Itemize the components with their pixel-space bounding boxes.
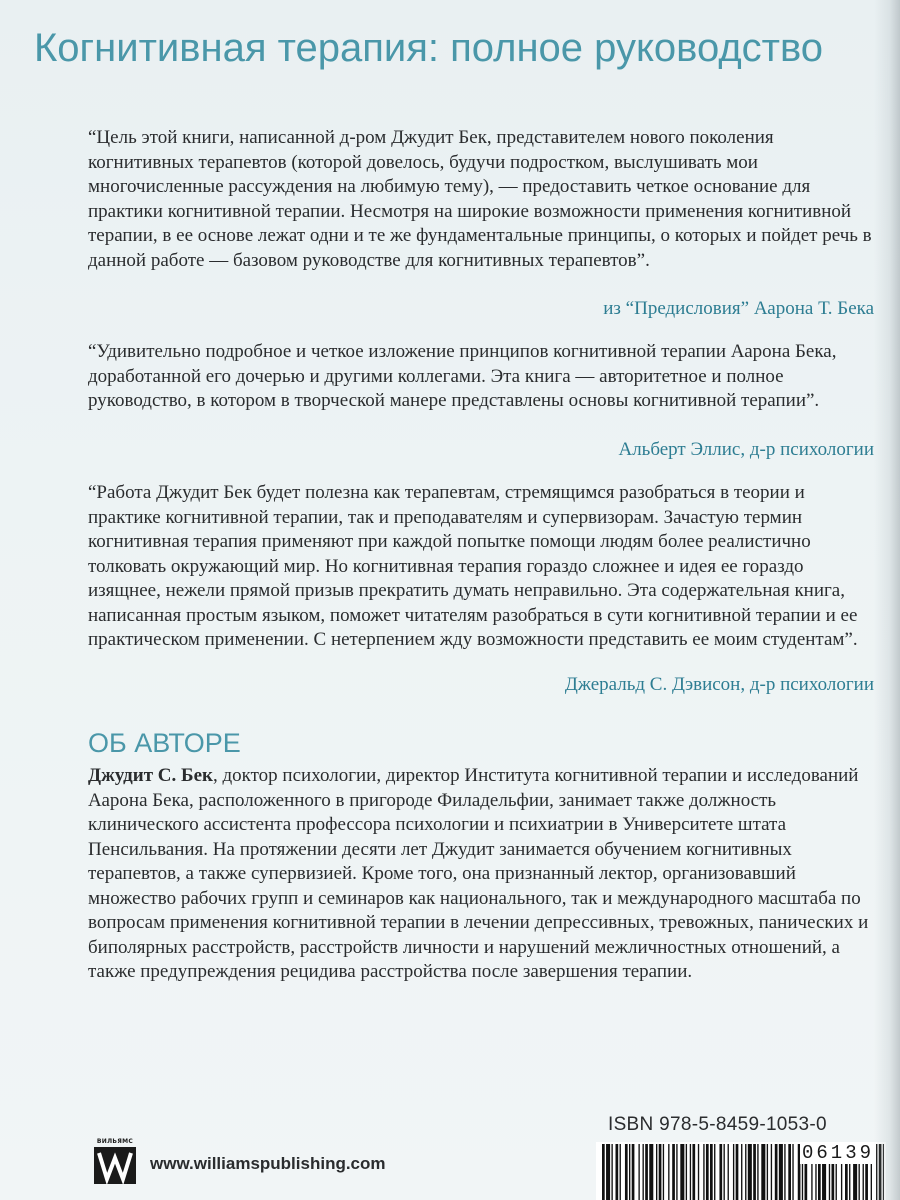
- publisher-website: www.williamspublishing.com: [150, 1154, 386, 1173]
- publisher-logo-mark: [92, 1138, 138, 1186]
- barcode-bar: [620, 1144, 621, 1200]
- publisher-logo-text: ВИЛЬЯМС: [96, 1138, 134, 1145]
- barcode-bar: [638, 1144, 639, 1200]
- barcode-bar: [741, 1144, 742, 1200]
- barcode-bar: [767, 1144, 768, 1200]
- barcode-bar: [775, 1144, 778, 1200]
- barcode-digits: 06139: [801, 1142, 874, 1164]
- isbn-label: ISBN 978-5-8459-1053-0: [608, 1114, 827, 1135]
- barcode-bar: [736, 1144, 739, 1200]
- barcode-bar: [771, 1144, 772, 1200]
- quote-preface: “Цель этой книги, написанной д-ром Джудит Бек, представителем нового поколения когнитивных терапевтов (которой довелось, будучи подростком, выслушивать мои многочисленные рассуждения на любимую тему), — предоставить четкое основание для практики когнитивной терапии. Несмотря на широкие возможности применения когнитивной терапии, в ее основе лежат одни и те же фундаментальные принципы, о которых и пойдет речь в данной работе — базовом руководстве для когнитивных терапевтов”.: [88, 127, 872, 271]
- barcode-bar: [629, 1144, 630, 1200]
- barcode-bar: [710, 1144, 713, 1200]
- barcode-bar: [659, 1144, 662, 1200]
- barcode-bar: [748, 1144, 752, 1200]
- barcode-bar: [606, 1144, 610, 1200]
- barcode-bar: [719, 1144, 722, 1200]
- publisher-logo: [92, 1138, 138, 1186]
- barcode-bar: [680, 1144, 684, 1200]
- barcode-bar: [745, 1144, 746, 1200]
- barcode-bar: [784, 1144, 785, 1200]
- author-bio: [88, 764, 878, 985]
- barcode-bar: [883, 1144, 884, 1200]
- barcode-bar: [692, 1144, 695, 1200]
- barcode-bar: [779, 1144, 783, 1200]
- quote-ellis: “Удивительно подробное и четкое изложение принципов когнитивной терапии Аарона Бека, доработанной его дочерью и другими коллегами. Эта книга — авторитетное и полное руководство, в котором в творческой манере представлены основы когнитивной терапии”.: [88, 341, 837, 411]
- barcode-bar: [611, 1144, 612, 1200]
- author-name: Джудит С. Бек: [88, 765, 213, 786]
- barcode-bar: [753, 1144, 756, 1200]
- barcode-bar: [672, 1144, 675, 1200]
- barcode-bar: [706, 1144, 709, 1200]
- barcode-bar: [879, 1144, 882, 1200]
- quote-davison: “Работа Джудит Бек будет полезна как терапевтам, стремящимся разобраться в теории и практике когнитивной терапии, так и преподавателям и супервизорам. Зачастую термин когнитивная терапия применяют при каждой попытке помощи людям более реалистично толковать окружающий мир. Но когнитивная терапия гораздо сложнее и идея ее гораздо изящнее, нежели прямой призыв прекратить думать неправильно. Эта содержательная книга, написанная простым языком, поможет читателям разобраться в сути когнитивной терапии и ее практическом применении. С нетерпением жду возможности представить ее моим студентам”.: [88, 482, 858, 650]
- barcode-bar: [792, 1144, 793, 1200]
- barcode-bar: [645, 1144, 648, 1200]
- barcode-bar: [714, 1144, 715, 1200]
- barcode-bar: [733, 1144, 734, 1200]
- author-bio-text: , доктор психологии, директор Института когнитивной терапии и исследований Аарона Бека, расположенного в пригороде Филадельфии, занимает также должность клинического ассистента профессора психологии и психиатрии в Университете штата Пенсильвания. На протяжении десяти лет Джудит занимается обучением когнитивных терапевтов, а также супервизией. Кроме того, она признанный лектор, организовавший множество рабочих групп и семинаров как национального, так и международного масштаба по вопросам применения когнитивной терапии в лечении депрессивных, тревожных, панических и биполярных расстройств, расстройств личности и нарушений межличностных отношений, а также предупреждения рецидива расстройства после завершения терапии.: [88, 765, 869, 982]
- barcode-bar: [616, 1144, 619, 1200]
- barcode-bar: [698, 1144, 699, 1200]
- barcode-bar: [690, 1144, 691, 1200]
- barcode-bar: [656, 1144, 657, 1200]
- about-author-heading: ОБ АВТОРЕ: [88, 728, 241, 758]
- quote-preface-attribution: из “Предисловия” Аарона Т. Бека: [603, 298, 874, 319]
- barcode-bar: [728, 1144, 729, 1200]
- quote-davison-attribution: Джеральд С. Дэвисон, д-р психологии: [564, 674, 874, 695]
- barcode-bar: [643, 1144, 644, 1200]
- barcode-bar: [649, 1144, 653, 1200]
- barcode: [596, 1142, 886, 1200]
- barcode-bar: [668, 1144, 669, 1200]
- barcode-bar: [724, 1144, 725, 1200]
- barcode-bar: [761, 1144, 765, 1200]
- barcode-bar: [602, 1144, 605, 1200]
- barcode-bar: [703, 1144, 704, 1200]
- barcode-bar: [663, 1144, 664, 1200]
- barcode-bar: [686, 1144, 687, 1200]
- quote-ellis-attribution: Альберт Эллис, д-р психологии: [618, 439, 874, 460]
- barcode-bar: [625, 1144, 628, 1200]
- barcode-bar: [788, 1144, 791, 1200]
- book-title: Когнитивная терапия: полное руководство: [34, 26, 824, 70]
- barcode-bar: [632, 1144, 635, 1200]
- barcode-bar: [676, 1144, 677, 1200]
- barcode-bar: [876, 1144, 877, 1200]
- barcode-bar: [757, 1144, 758, 1200]
